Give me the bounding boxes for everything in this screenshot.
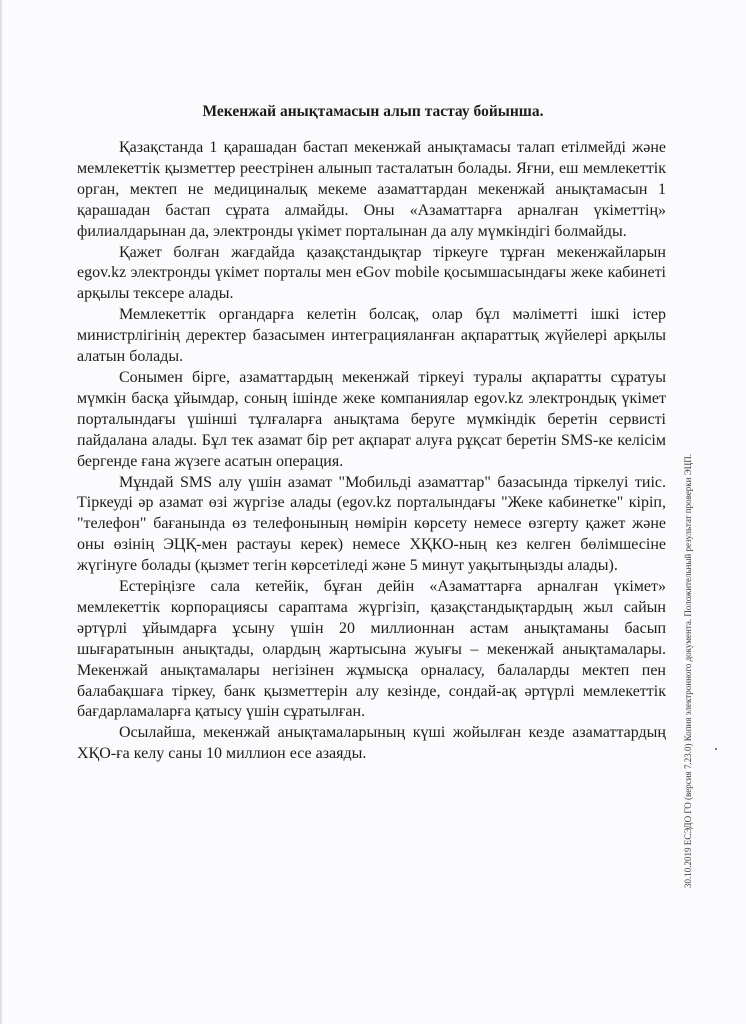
scan-edge-shadow xyxy=(0,0,3,1024)
paragraph: Мұндай SMS алу үшін азамат "Мобильді азаматтар" базасында тіркелуі тиіс. Тіркеуді әр азамат өзі жүргізе алады (egov.kz порталындағы "Жеке кабинетке" кіріп, "телефон" бағанында өз телефонының нөмірін көрсету немесе өзгерту қажет және оны өзінің ЭЦҚ-мен растауы керек) немесе ХҚКО-ның кез келген бөлімшесіне жүгінуге болады (қызмет тегін көрсетіледі және 5 минут уақытыңызды алады). xyxy=(77,473,666,575)
paragraph: Мемлекеттік органдарға келетін болсақ, олар бұл мәліметті ішкі істер министрлігінің деректер базасымен интеграцияланған ақпараттық жүйелері арқылы алатын болады. xyxy=(77,306,666,366)
paragraph: Қажет болған жағдайда қазақстандықтар тіркеуге тұрған мекенжайларын egov.kz электронды үкімет порталы мен eGov mobile қосымшасындағы жеке кабинеті арқылы тексере алады. xyxy=(77,243,666,303)
paragraph: Сонымен бірге, азаматтардың мекенжай тіркеуі туралы ақпаратты сұратуы мүмкін басқа ұйымдар, соның ішінде жеке компаниялар egov.kz электрондық үкімет порталындағы үшінші тұлғаларға анықтама беруге мүмкіндік беретін сервисті пайдалана алады. Бұл тек азамат бір рет ақпарат алуға рұқсат беретін SMS-ке келісім бергенде ғана жүзеге асатын операция. xyxy=(77,368,666,470)
paragraph: Қазақстанда 1 қарашадан бастап мекенжай анықтамасы талап етілмейді және мемлекеттік қызметтер реестрінен алынып тасталатын болады. Яғни, еш мемлекеттік орган, мектеп не медициналық мекеме азаматтардан мекенжай анықтамасын 1 қарашадан бастап сұрата алмайды. Оны «Азаматтарға арналған үкіметтің» филиалдарынан да, электронды үкімет порталынан да алу мүмкіндігі болмайды. xyxy=(77,139,666,240)
scan-speck xyxy=(715,748,717,750)
paragraph: Естеріңізге сала кетейік, бұған дейін «Азаматтарға арналған үкімет» мемлекеттік корпорациясы сараптама жүргізіп, қазақстандықтардың жыл сайын әртүрлі ұйымдарға ұсыну үшін 20 миллионнан астам анықтаманы басып шығаратынын анықтады, олардың жартысына жуығы – мекенжай анықтамалары. Мекенжай анықтамалары негізінен жұмысқа орналасу, балаларды мектеп пен балабақшаға тіркеу, банк қызметтерін алу кезінде, сондай-ақ әртүрлі мемлекеттік бағдарламаларға қатысу үшін сұратылған. xyxy=(77,578,666,721)
document-body xyxy=(77,138,666,765)
electronic-signature-stamp: 30.10.2019 ЕСЭДО ГО (версия 7.23.0) Копия электронного документа. Положительный результат проверки ЭЦП. xyxy=(683,454,693,888)
paragraph: Осылайша, мекенжай анықтамаларының күші жойылған кезде азаматтардың ХҚО-ға келу саны 10 миллион есе азаяды. xyxy=(77,724,666,763)
document-title: Мекенжай анықтамасын алып тастау бойынша. xyxy=(202,103,544,120)
